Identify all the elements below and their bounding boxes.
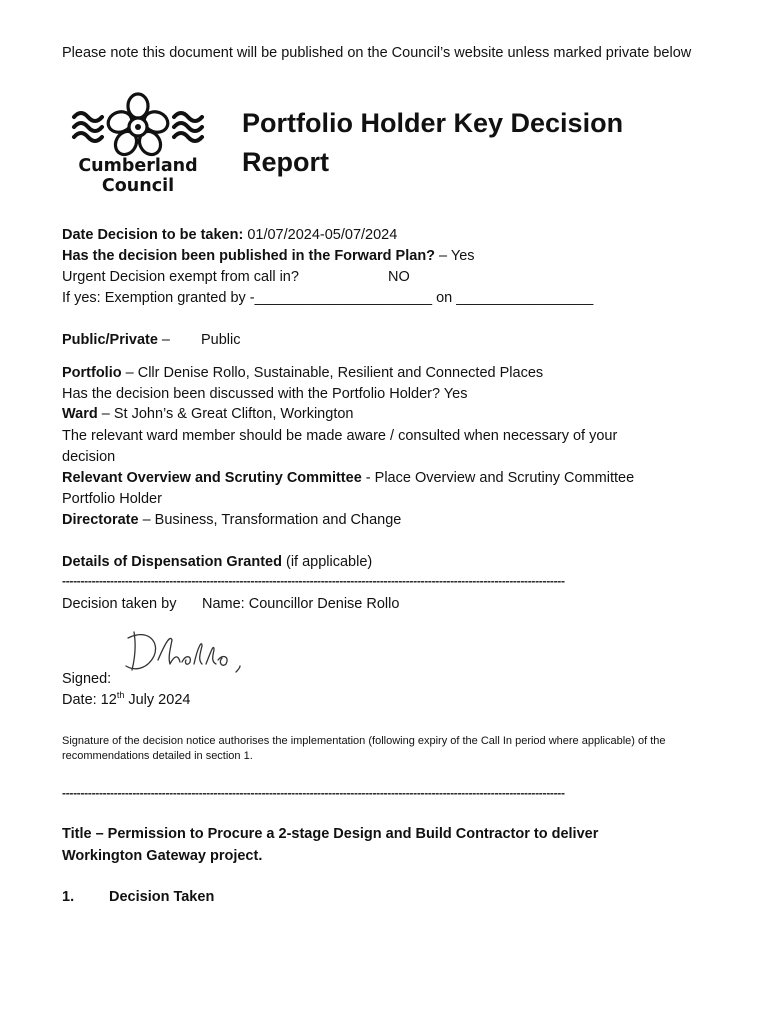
committee-label: Relevant Overview and Scrutiny Committee xyxy=(62,470,362,486)
ward-value: – St John’s & Great Clifton, Workington xyxy=(97,406,354,422)
urgent-decision-label: Urgent Decision exempt from call in? xyxy=(62,269,299,285)
decision-date-value: 01/07/2024-05/07/2024 xyxy=(243,227,398,243)
directorate-row xyxy=(62,510,401,531)
divider-line-2: ---------------------------------------------------------------------------------------------------------------------------------------- xyxy=(62,786,565,800)
dispensation-row xyxy=(62,552,372,573)
section-number: 1. xyxy=(62,889,75,905)
section-heading: Decision Taken xyxy=(109,889,215,905)
decision-date-label: Date Decision to be taken: xyxy=(62,227,244,243)
portfolio-label: Portfolio xyxy=(62,365,122,381)
committee-line2: Portfolio Holder xyxy=(62,491,162,507)
date-signed-prefix: Date: 12 xyxy=(62,692,117,708)
signature-image xyxy=(118,620,258,684)
dispensation-value: (if applicable) xyxy=(281,554,373,570)
handwritten-signature-icon xyxy=(118,620,258,684)
date-signed-suffix: July 2024 xyxy=(124,692,191,708)
signed-label: Signed: xyxy=(62,671,112,687)
decision-taken-by-value: Name: Councillor Denise Rollo xyxy=(202,596,400,612)
discussed-row: Has the decision been discussed with the Portfolio Holder? Yes xyxy=(62,386,468,402)
public-private-value: Public xyxy=(201,332,241,348)
exemption-label: If yes: Exemption granted by - xyxy=(62,290,255,306)
report-heading-line1: Portfolio Holder Key Decision xyxy=(242,108,624,138)
cumberland-council-logo xyxy=(68,92,208,202)
divider-line: ---------------------------------------------------------------------------------------------------------------------------------------- xyxy=(62,574,565,588)
decision-taken-by-label: Decision taken by xyxy=(62,596,177,612)
forward-plan-label: Has the decision been published in the Forward Plan? xyxy=(62,248,436,264)
ward-label: Ward xyxy=(62,406,98,422)
directorate-value: – Business, Transformation and Change xyxy=(138,512,402,528)
report-title-line1: Title – Permission to Procure a 2-stage Design and Build Contractor to deliver xyxy=(62,826,599,842)
date-signed xyxy=(62,690,190,711)
urgent-decision-value: NO xyxy=(388,269,410,285)
ward-note-line2: decision xyxy=(62,449,116,465)
daffodil-logo-icon xyxy=(68,92,208,162)
ward-note-line1: The relevant ward member should be made aware / consulted when necessary of your xyxy=(62,428,618,444)
portfolio-value: – Cllr Denise Rollo, Sustainable, Resilient and Connected Places xyxy=(121,365,544,381)
dispensation-label: Details of Dispensation Granted xyxy=(62,554,282,570)
forward-plan-row xyxy=(62,246,475,267)
portfolio-row xyxy=(62,363,543,384)
public-private-dash: – xyxy=(157,332,170,348)
date-signed-ordinal: th xyxy=(116,690,125,701)
exemption-row xyxy=(62,288,593,309)
directorate-label: Directorate xyxy=(62,512,139,528)
publication-notice: Please note this document will be published on the Council’s website unless marked private below xyxy=(62,45,692,61)
authorisation-note: Signature of the decision notice authorises the implementation (following expiry of the Call In period where applicable) of the recommendations detailed in section 1. xyxy=(62,735,666,762)
public-private-label: Public/Private xyxy=(62,332,158,348)
exemption-blank-name: ______________________ xyxy=(254,290,433,306)
logo-text-line2: Council xyxy=(101,176,175,196)
committee-value: - Place Overview and Scrutiny Committee xyxy=(361,470,635,486)
report-title-line2: Workington Gateway project. xyxy=(62,848,263,864)
report-heading xyxy=(242,104,623,182)
logo-text-line1: Cumberland xyxy=(78,156,198,176)
decision-date-row xyxy=(62,225,397,246)
public-private-row xyxy=(62,330,170,351)
forward-plan-value: – Yes xyxy=(435,248,475,264)
exemption-on: on xyxy=(432,290,457,306)
committee-row xyxy=(62,468,634,489)
exemption-blank-date: _________________ xyxy=(456,290,594,306)
report-heading-line2: Report xyxy=(242,147,329,177)
ward-row xyxy=(62,404,353,425)
